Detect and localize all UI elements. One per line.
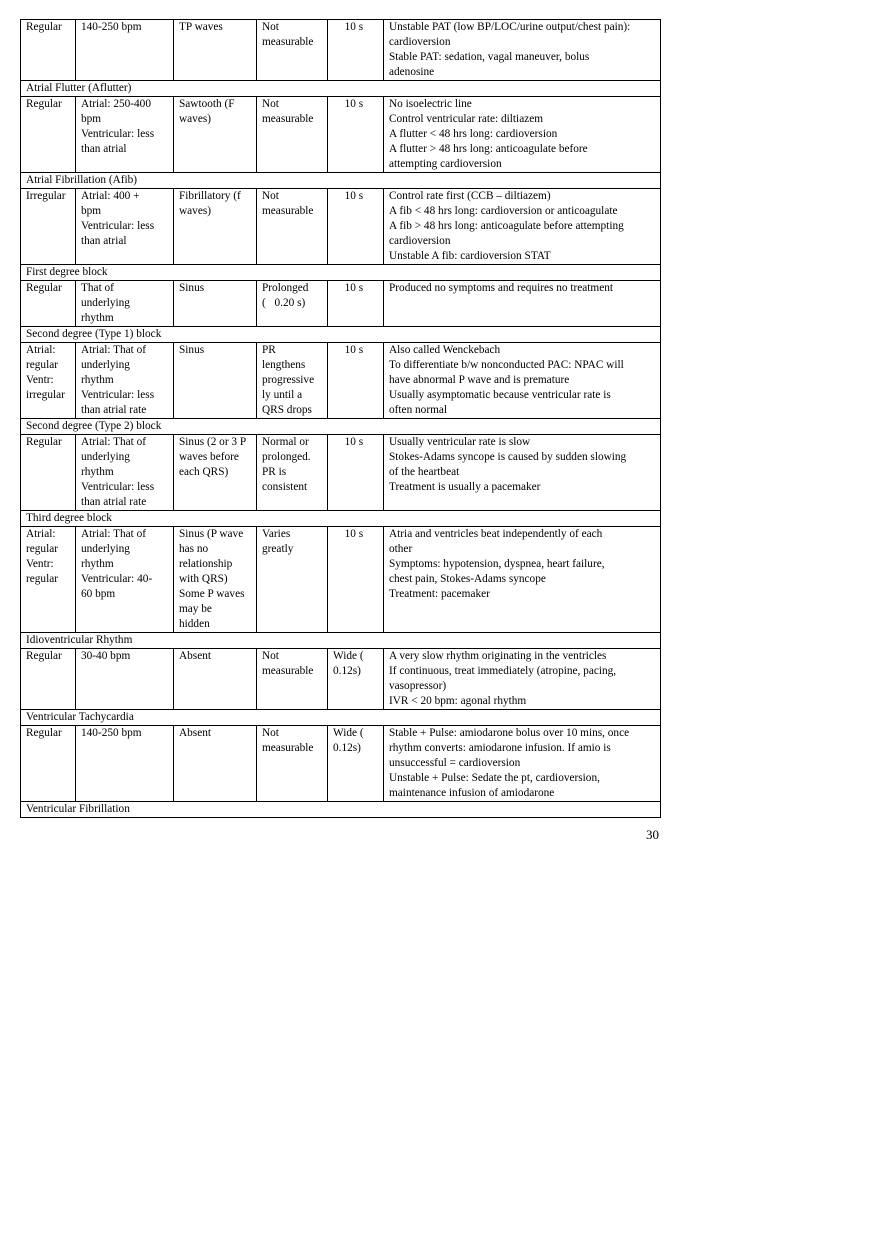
cell-line: Fibrillatory (f [179,190,241,202]
cell-line: underlying [81,297,130,309]
qrs-cell [328,281,384,327]
cell-line: Ventricular: less [81,128,155,140]
cell-line: each QRS) [179,466,229,478]
cell-line: Ventricular: less [81,220,155,232]
cell-line: prolonged. [262,451,311,463]
qrs-cell [328,20,384,81]
cell-line: rhythm [81,558,114,570]
rate-cell [76,649,174,710]
cell-line: Unstable A fib: cardioversion STAT [389,250,551,262]
cell-line: Ventr: [26,558,54,570]
cell-line: 140-250 bpm [81,21,142,33]
cell-line: To differentiate b/w nonconducted PAC: NPAC will [389,359,624,371]
section-heading-row [21,511,661,527]
cell-line: ly until a [262,389,303,401]
cell-line: Atrial: [26,344,56,356]
cell-line: Atrial: That of [81,528,147,540]
cell-line: cardioversion [389,235,451,247]
section-heading: Atrial Flutter (Aflutter) [21,81,661,97]
cell-line: 10 s [333,21,352,33]
cell-line: A flutter > 48 hrs long: anticoagulate before [389,143,588,155]
section-heading-row [21,265,661,281]
cell-line: Ventricular: less [81,389,155,401]
cell-line: adenosine [389,66,435,78]
cell-line: QRS drops [262,404,312,416]
rhythm-cell [21,649,76,710]
cell-line: Atria and ventricles beat independently of each [389,528,603,540]
rhythm-cell [21,343,76,419]
section-heading-row [21,81,661,97]
rhythm-cell [21,189,76,265]
section-heading-row [21,633,661,649]
p-wave-cell [174,527,257,633]
cell-line: A flutter < 48 hrs long: cardioversion [389,128,558,140]
cell-line: 10 s [333,190,352,202]
rate-cell [76,726,174,802]
cell-line: Stokes-Adams syncope is caused by sudden slowing [389,451,627,463]
cell-line: 10 s [333,528,352,540]
section-heading: Ventricular Tachycardia [21,710,661,726]
table-row [21,343,661,419]
cell-line: 0.12s) [333,665,361,677]
cell-line: Control ventricular rate: diltiazem [389,113,544,125]
cell-line: Usually ventricular rate is slow [389,436,531,448]
cell-line: measurable [262,113,314,125]
cell-line: Regular [26,98,62,110]
table-row [21,97,661,173]
table-row [21,435,661,511]
cell-line: A fib < 48 hrs long: cardioversion or anticoagulate [389,205,618,217]
cell-line: Stable + Pulse: amiodarone bolus over 10 mins, once [389,727,630,739]
pr-interval-cell [257,20,328,81]
cell-line: Usually asymptomatic because ventricular rate is [389,389,611,401]
cell-line: That of [81,282,114,294]
arrhythmia-table [20,19,661,818]
section-heading-row [21,802,661,818]
cell-line: A very slow rhythm originating in the ventricles [389,650,607,662]
cell-line: TP waves [179,21,223,33]
p-wave-cell [174,20,257,81]
table-row [21,281,661,327]
cell-line: than atrial [81,143,127,155]
cell-line: Ventr: [26,374,54,386]
treatment-notes-cell [384,527,661,633]
pr-interval-cell [257,281,328,327]
cell-line: Produced no symptoms and requires no treatment [389,282,614,294]
qrs-cell [328,97,384,173]
cell-line: Normal or [262,436,309,448]
cell-line: bpm [81,113,102,125]
cell-line: PR is [262,466,287,478]
cell-line: measurable [262,36,314,48]
cell-line: Atrial: 250-400 [81,98,151,110]
cell-line: If continuous, treat immediately (atropine, pacing, [389,665,617,677]
cell-line: often normal [389,404,448,416]
cell-line: regular [26,573,58,585]
cell-line: Sinus [179,344,205,356]
rhythm-cell [21,435,76,511]
p-wave-cell [174,726,257,802]
cell-line: than atrial [81,235,127,247]
cell-line: Prolonged [262,282,309,294]
cell-line: vasopressor) [389,680,447,692]
section-heading-row [21,710,661,726]
p-wave-cell [174,343,257,419]
cell-line: may be [179,603,212,615]
rhythm-cell [21,527,76,633]
cell-line: Not [262,98,279,110]
cell-line: rhythm [81,466,114,478]
treatment-notes-cell [384,649,661,710]
cell-line: than atrial rate [81,404,147,416]
cell-line: Not [262,650,279,662]
cell-line: Unstable + Pulse: Sedate the pt, cardioversion, [389,772,600,784]
cell-line: Treatment is usually a pacemaker [389,481,541,493]
rate-cell [76,343,174,419]
cell-line: chest pain, Stokes-Adams syncope [389,573,546,585]
cell-line: Treatment: pacemaker [389,588,490,600]
treatment-notes-cell [384,97,661,173]
cell-line: regular [26,359,58,371]
section-heading: First degree block [21,265,661,281]
table-row [21,527,661,633]
cell-line: Absent [179,650,212,662]
table-row [21,20,661,81]
cell-line: A fib > 48 hrs long: anticoagulate before attempting [389,220,624,232]
cell-line: have abnormal P wave and is premature [389,374,570,386]
cell-line: Also called Wenckebach [389,344,501,356]
cell-line: Regular [26,21,62,33]
pr-interval-cell [257,726,328,802]
p-wave-cell [174,189,257,265]
table-row [21,726,661,802]
qrs-cell [328,435,384,511]
pr-interval-cell [257,189,328,265]
p-wave-cell [174,435,257,511]
cell-line: Sinus [179,282,205,294]
treatment-notes-cell [384,435,661,511]
cell-line: than atrial rate [81,496,147,508]
cell-line: cardioversion [389,36,451,48]
cell-line: Atrial: That of [81,344,147,356]
cell-line: Control rate first (CCB – diltiazem) [389,190,551,202]
cell-line: greatly [262,543,294,555]
cell-line: consistent [262,481,308,493]
table-row [21,189,661,265]
cell-line: Unstable PAT (low BP/LOC/urine output/chest pain): [389,21,631,33]
qrs-cell [328,726,384,802]
cell-line: measurable [262,742,314,754]
cell-line: Sinus (P wave [179,528,244,540]
cell-line: 30-40 bpm [81,650,131,662]
cell-line: Wide ( [333,650,364,662]
cell-line: lengthens [262,359,306,371]
cell-line: Atrial: [26,528,56,540]
qrs-cell [328,343,384,419]
cell-line: waves) [179,113,211,125]
pr-interval-cell [257,343,328,419]
cell-line: 60 bpm [81,588,116,600]
cell-line: 10 s [333,436,352,448]
section-heading: Second degree (Type 1) block [21,327,661,343]
rhythm-cell [21,20,76,81]
cell-line: relationship [179,558,233,570]
page-number: 30 [646,827,659,842]
cell-line: underlying [81,359,130,371]
cell-line: Regular [26,282,62,294]
cell-line: Symptoms: hypotension, dyspnea, heart failure, [389,558,605,570]
cell-line: with QRS) [179,573,228,585]
cell-line: other [389,543,413,555]
cell-line: 10 s [333,344,352,356]
cell-line: progressive [262,374,315,386]
cell-line: Atrial: 400 + [81,190,140,202]
cell-line: waves) [179,205,211,217]
cell-line: measurable [262,665,314,677]
cell-line: Sinus (2 or 3 P [179,436,247,448]
qrs-cell [328,527,384,633]
rate-cell [76,281,174,327]
section-heading-row [21,327,661,343]
cell-line: Sawtooth (F [179,98,235,110]
cell-line: unsuccessful = cardioversion [389,757,521,769]
cell-line: Regular [26,727,62,739]
table-row [21,649,661,710]
cell-line: Regular [26,436,62,448]
pr-interval-cell [257,435,328,511]
cell-line: Irregular [26,190,66,202]
treatment-notes-cell [384,189,661,265]
treatment-notes-cell [384,343,661,419]
cell-line: regular [26,543,58,555]
pr-interval-cell [257,527,328,633]
section-heading-row [21,173,661,189]
qrs-cell [328,649,384,710]
cell-line: bpm [81,205,102,217]
section-heading: Idioventricular Rhythm [21,633,661,649]
section-heading: Atrial Fibrillation (Afib) [21,173,661,189]
cell-line: No isoelectric line [389,98,472,110]
cell-line: IVR < 20 bpm: agonal rhythm [389,695,527,707]
cell-line: of the heartbeat [389,466,460,478]
treatment-notes-cell [384,726,661,802]
cell-line: Atrial: That of [81,436,147,448]
cell-line: Not [262,727,279,739]
rate-cell [76,97,174,173]
pr-interval-cell [257,649,328,710]
cell-line: Stable PAT: sedation, vagal maneuver, bolus [389,51,590,63]
cell-line: rhythm [81,312,114,324]
section-heading-row [21,419,661,435]
p-wave-cell [174,649,257,710]
rhythm-cell [21,726,76,802]
rate-cell [76,20,174,81]
cell-line: waves before [179,451,239,463]
cell-line: rhythm [81,374,114,386]
qrs-cell [328,189,384,265]
treatment-notes-cell [384,281,661,327]
rate-cell [76,527,174,633]
cell-line: Ventricular: 40- [81,573,153,585]
cell-line: Wide ( [333,727,364,739]
cell-line: ( 0.20 s) [262,297,300,309]
cell-line: Varies [262,528,291,540]
cell-line: Not [262,190,279,202]
cell-line: has no [179,543,209,555]
cell-line: Absent [179,727,212,739]
cell-line: underlying [81,451,130,463]
cell-line: 10 s [333,282,352,294]
rate-cell [76,435,174,511]
cell-line: attempting cardioversion [389,158,502,170]
p-wave-cell [174,281,257,327]
treatment-notes-cell [384,20,661,81]
cell-line: 140-250 bpm [81,727,142,739]
cell-line: underlying [81,543,130,555]
cell-line: irregular [26,389,65,401]
cell-line: Regular [26,650,62,662]
p-wave-cell [174,97,257,173]
arrhythmia-table-page [20,19,660,818]
cell-line: measurable [262,205,314,217]
pr-interval-cell [257,97,328,173]
cell-line: Not [262,21,279,33]
cell-line: PR [262,344,276,356]
rate-cell [76,189,174,265]
cell-line: 10 s [333,98,352,110]
cell-line: Ventricular: less [81,481,155,493]
rhythm-cell [21,281,76,327]
cell-line: hidden [179,618,210,630]
cell-line: rhythm converts: amiodarone infusion. If amio is [389,742,611,754]
section-heading: Second degree (Type 2) block [21,419,661,435]
section-heading: Ventricular Fibrillation [21,802,661,818]
cell-line: 0.12s) [333,742,361,754]
rhythm-cell [21,97,76,173]
section-heading: Third degree block [21,511,661,527]
cell-line: maintenance infusion of amiodarone [389,787,555,799]
cell-line: Some P waves [179,588,245,600]
